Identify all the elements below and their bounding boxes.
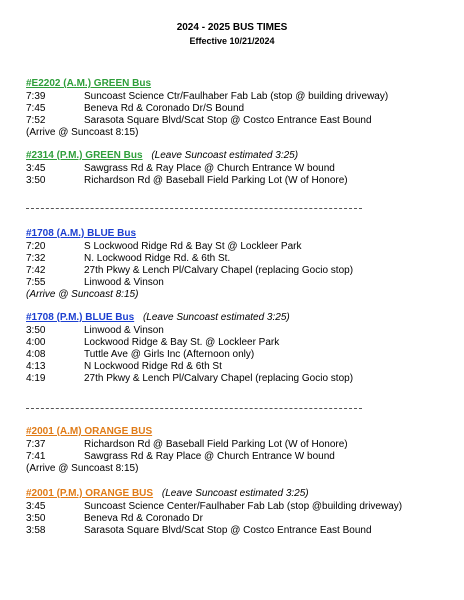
schedule-row	[26, 349, 446, 361]
schedule-row	[26, 525, 446, 537]
stop-time: 4:00	[26, 337, 46, 348]
schedule-row	[26, 439, 446, 451]
route-header	[26, 150, 446, 163]
route-block-1708-am	[26, 228, 446, 301]
stop-location: Tuttle Ave @ Girls Inc (Afternoon only)	[84, 349, 255, 360]
schedule-row	[26, 513, 446, 525]
stop-location: Beneva Rd & Coronado Dr	[84, 513, 203, 524]
route-header	[26, 228, 446, 241]
schedule-row	[26, 337, 446, 349]
schedule-row	[26, 115, 446, 127]
schedule-row	[26, 91, 446, 103]
stop-time: 7:45	[26, 103, 46, 114]
route-block-2001-pm	[26, 488, 446, 537]
route-title: #1708 (P.M.) BLUE Bus	[26, 312, 135, 323]
stop-location: Sarasota Square Blvd/Scat Stop @ Costco Entrance East Bound	[84, 525, 372, 536]
effective-date: Effective 10/21/2024	[189, 36, 275, 46]
stop-time: 7:42	[26, 265, 46, 276]
stop-time: 7:55	[26, 277, 46, 288]
section-divider	[26, 208, 362, 209]
departure-note: (Leave Suncoast estimated 3:25)	[142, 312, 290, 323]
stop-time: 7:32	[26, 253, 46, 264]
schedule-row	[26, 325, 446, 337]
route-title: #2314 (P.M.) GREEN Bus	[26, 150, 143, 161]
stop-location: Richardson Rd @ Baseball Field Parking Lot (W of Honore)	[84, 175, 348, 186]
route-title: #E2202 (A.M.) GREEN Bus	[26, 78, 152, 89]
stop-location: S Lockwood Ridge Rd & Bay St @ Lockleer Park	[84, 241, 302, 252]
stop-location: Lockwood Ridge & Bay St. @ Lockleer Park	[84, 337, 280, 348]
schedule-row	[26, 175, 446, 187]
stop-location: Beneva Rd & Coronado Dr/S Bound	[84, 103, 245, 114]
stop-time: 3:45	[26, 163, 46, 174]
document-title: 2024 - 2025 BUS TIMES	[176, 22, 288, 33]
stop-time: 4:13	[26, 361, 46, 372]
stop-time: 7:41	[26, 451, 46, 462]
route-title: #2001 (A.M) ORANGE BUS	[26, 426, 153, 437]
route-header	[26, 488, 446, 501]
stop-location: 27th Pkwy & Lench Pl/Calvary Chapel (replacing Gocio stop)	[84, 373, 354, 384]
schedule-row	[26, 451, 446, 463]
schedule-row	[26, 241, 446, 253]
route-block-e2202-am	[26, 78, 446, 139]
schedule-row	[26, 103, 446, 115]
stop-time: 7:52	[26, 115, 46, 126]
departure-note: (Leave Suncoast estimated 3:25)	[161, 488, 309, 499]
stop-location: Suncoast Science Ctr/Faulhaber Fab Lab (stop @ building driveway)	[84, 91, 389, 102]
stop-location: Suncoast Science Center/Faulhaber Fab Lab (stop @building driveway)	[84, 501, 403, 512]
stop-location: Richardson Rd @ Baseball Field Parking Lot (W of Honore)	[84, 439, 348, 450]
stop-time: 3:45	[26, 501, 46, 512]
stop-location: 27th Pkwy & Lench Pl/Calvary Chapel (replacing Gocio stop)	[84, 265, 354, 276]
arrival-note: (Arrive @ Suncoast 8:15)	[26, 127, 139, 138]
stop-time: 4:19	[26, 373, 46, 384]
section-divider	[26, 408, 362, 409]
schedule-row	[26, 373, 446, 385]
schedule-row	[26, 265, 446, 277]
schedule-row	[26, 277, 446, 289]
stop-location: N Lockwood Ridge Rd & 6th St	[84, 361, 222, 372]
route-header	[26, 312, 446, 325]
stop-time: 3:50	[26, 513, 46, 524]
stop-location: Sarasota Square Blvd/Scat Stop @ Costco Entrance East Bound	[84, 115, 372, 126]
route-block-1708-pm	[26, 312, 446, 385]
stop-time: 7:20	[26, 241, 46, 252]
schedule-row	[26, 253, 446, 265]
stop-time: 7:37	[26, 439, 46, 450]
schedule-row	[26, 163, 446, 175]
route-header	[26, 78, 446, 91]
schedule-row	[26, 501, 446, 513]
stop-time: 3:50	[26, 175, 46, 186]
arrival-note: (Arrive @ Suncoast 8:15)	[26, 289, 139, 300]
stop-time: 4:08	[26, 349, 46, 360]
stop-location: Linwood & Vinson	[84, 277, 164, 288]
stop-time: 3:58	[26, 525, 46, 536]
route-block-2314-pm	[26, 150, 446, 187]
route-block-2001-am	[26, 426, 446, 475]
stop-time: 3:50	[26, 325, 46, 336]
route-header	[26, 426, 446, 439]
stop-location: Sawgrass Rd & Ray Place @ Church Entrance W bound	[84, 451, 335, 462]
stop-location: Sawgrass Rd & Ray Place @ Church Entrance W bound	[84, 163, 335, 174]
stop-location: Linwood & Vinson	[84, 325, 164, 336]
stop-location: N. Lockwood Ridge Rd. & 6th St.	[84, 253, 231, 264]
arrival-note: (Arrive @ Suncoast 8:15)	[26, 463, 139, 474]
departure-note: (Leave Suncoast estimated 3:25)	[151, 150, 299, 161]
stop-time: 7:39	[26, 91, 46, 102]
route-title: #1708 (A.M.) BLUE Bus	[26, 228, 137, 239]
route-title: #2001 (P.M.) ORANGE BUS	[26, 488, 154, 499]
schedule-row	[26, 361, 446, 373]
